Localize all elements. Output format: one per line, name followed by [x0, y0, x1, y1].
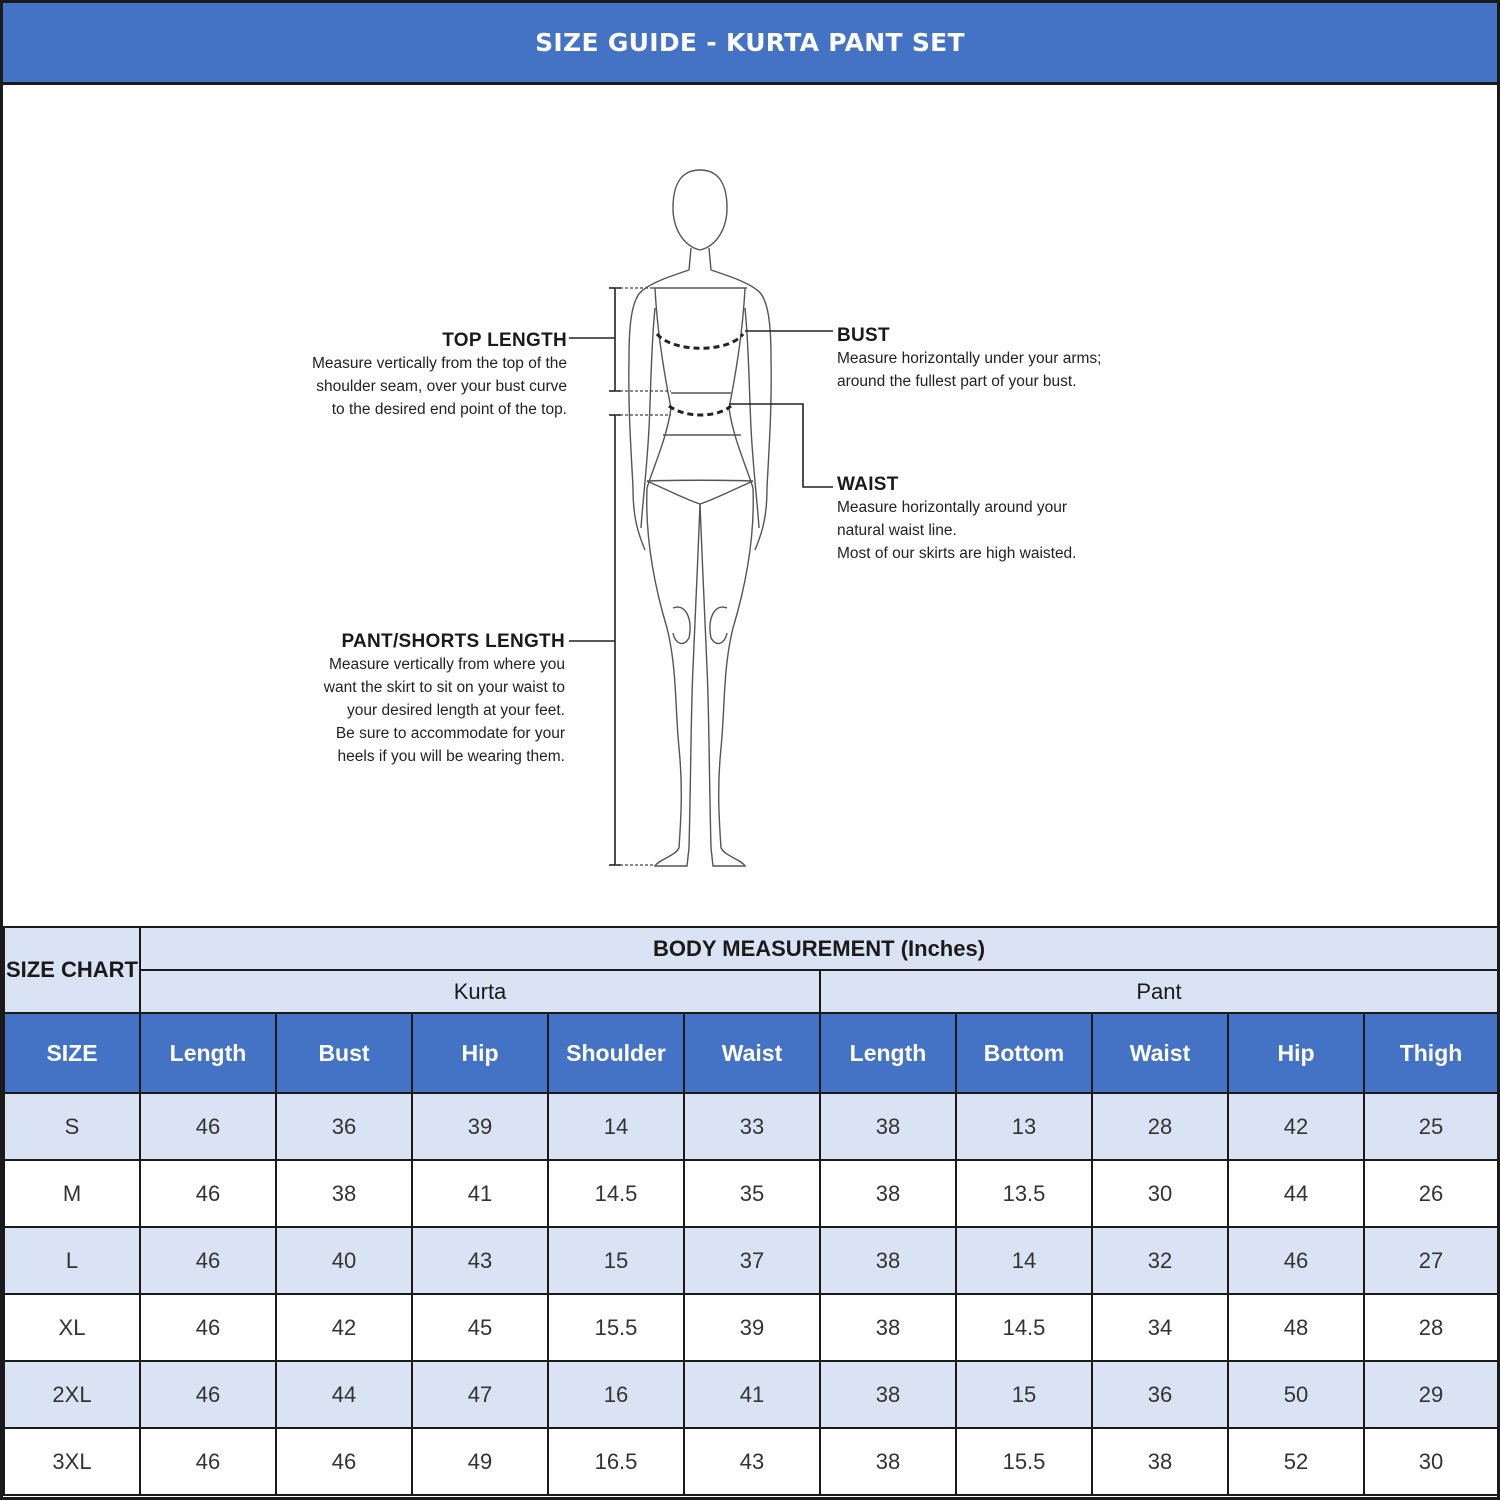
col-size: SIZE — [4, 1013, 140, 1093]
value-cell: 46 — [1228, 1227, 1364, 1294]
size-cell: L — [4, 1227, 140, 1294]
bust-label — [837, 325, 1167, 393]
value-cell: 15 — [956, 1361, 1092, 1428]
value-cell: 50 — [1228, 1361, 1364, 1428]
value-cell: 44 — [276, 1361, 412, 1428]
size-cell: M — [4, 1160, 140, 1227]
size-cell: XL — [4, 1294, 140, 1361]
value-cell: 13.5 — [956, 1160, 1092, 1227]
value-cell: 42 — [1228, 1093, 1364, 1160]
value-cell: 38 — [1092, 1428, 1228, 1495]
value-cell: 14 — [956, 1227, 1092, 1294]
col-kurta-length: Length — [140, 1013, 276, 1093]
page-title: SIZE GUIDE - KURTA PANT SET — [3, 3, 1497, 85]
value-cell: 15.5 — [548, 1294, 684, 1361]
value-cell: 38 — [820, 1093, 956, 1160]
pant-length-line-3: your desired length at your feet. — [347, 702, 565, 719]
value-cell: 15.5 — [956, 1428, 1092, 1495]
value-cell: 29 — [1364, 1361, 1497, 1428]
value-cell: 14 — [548, 1093, 684, 1160]
size-cell: 2XL — [4, 1361, 140, 1428]
table-row — [4, 1361, 1497, 1428]
table-row — [4, 1093, 1497, 1160]
kurta-group-header: Kurta — [140, 970, 820, 1013]
col-pant-length: Length — [820, 1013, 956, 1093]
pant-length-line-5: heels if you will be wearing them. — [337, 748, 565, 765]
value-cell: 46 — [140, 1294, 276, 1361]
value-cell: 15 — [548, 1227, 684, 1294]
value-cell: 25 — [1364, 1093, 1497, 1160]
value-cell: 43 — [684, 1428, 820, 1495]
size-guide-page — [3, 3, 1497, 1497]
value-cell: 47 — [412, 1361, 548, 1428]
value-cell: 38 — [820, 1160, 956, 1227]
value-cell: 16.5 — [548, 1428, 684, 1495]
bust-heading: BUST — [837, 325, 890, 346]
value-cell: 28 — [1364, 1294, 1497, 1361]
col-kurta-bust: Bust — [276, 1013, 412, 1093]
value-cell: 46 — [276, 1428, 412, 1495]
value-cell: 41 — [412, 1160, 548, 1227]
waist-line-1: Measure horizontally around your — [837, 499, 1068, 516]
size-rows — [4, 1093, 1497, 1495]
column-header-row — [4, 1013, 1497, 1093]
value-cell: 36 — [276, 1093, 412, 1160]
pant-length-heading: PANT/SHORTS LENGTH — [341, 631, 565, 652]
value-cell: 38 — [820, 1294, 956, 1361]
value-cell: 38 — [276, 1160, 412, 1227]
value-cell: 48 — [1228, 1294, 1364, 1361]
table-row — [4, 1227, 1497, 1294]
col-pant-thigh: Thigh — [1364, 1013, 1497, 1093]
value-cell: 36 — [1092, 1361, 1228, 1428]
top-length-label — [233, 330, 567, 421]
size-chart-corner: SIZE CHART — [4, 927, 140, 1013]
pant-length-line-1: Measure vertically from where you — [328, 656, 565, 673]
value-cell: 41 — [684, 1361, 820, 1428]
value-cell: 16 — [548, 1361, 684, 1428]
waist-label — [837, 474, 1167, 565]
table-row — [4, 1294, 1497, 1361]
pant-group-header: Pant — [820, 970, 1497, 1013]
value-cell: 37 — [684, 1227, 820, 1294]
size-cell: S — [4, 1093, 140, 1160]
table-row — [4, 1160, 1497, 1227]
top-length-line-1: Measure vertically from the top of the — [311, 355, 567, 372]
value-cell: 13 — [956, 1093, 1092, 1160]
pant-length-line-4: Be sure to accommodate for your — [335, 725, 565, 742]
value-cell: 40 — [276, 1227, 412, 1294]
value-cell: 30 — [1092, 1160, 1228, 1227]
col-pant-waist: Waist — [1092, 1013, 1228, 1093]
col-pant-hip: Hip — [1228, 1013, 1364, 1093]
pant-length-label — [233, 631, 565, 768]
value-cell: 46 — [140, 1428, 276, 1495]
value-cell: 38 — [820, 1227, 956, 1294]
value-cell: 28 — [1092, 1093, 1228, 1160]
size-cell: 3XL — [4, 1428, 140, 1495]
value-cell: 44 — [1228, 1160, 1364, 1227]
bust-line-1: Measure horizontally under your arms; — [837, 350, 1102, 367]
table-row — [4, 1428, 1497, 1495]
value-cell: 34 — [1092, 1294, 1228, 1361]
value-cell: 46 — [140, 1361, 276, 1428]
value-cell: 38 — [820, 1361, 956, 1428]
mannequin-figure — [3, 88, 1497, 926]
value-cell: 26 — [1364, 1160, 1497, 1227]
top-length-line-3: to the desired end point of the top. — [331, 401, 567, 418]
value-cell: 14.5 — [956, 1294, 1092, 1361]
top-length-heading: TOP LENGTH — [442, 330, 567, 351]
value-cell: 27 — [1364, 1227, 1497, 1294]
value-cell: 46 — [140, 1227, 276, 1294]
top-length-line-2: shoulder seam, over your bust curve — [316, 378, 567, 395]
waist-line-3: Most of our skirts are high waisted. — [837, 545, 1077, 562]
value-cell: 35 — [684, 1160, 820, 1227]
body-measurement-header: BODY MEASUREMENT (Inches) — [140, 927, 1497, 970]
value-cell: 46 — [140, 1160, 276, 1227]
value-cell: 46 — [140, 1093, 276, 1160]
value-cell: 33 — [684, 1093, 820, 1160]
measurement-diagram — [3, 88, 1497, 926]
waist-line-2: natural waist line. — [837, 522, 957, 539]
value-cell: 42 — [276, 1294, 412, 1361]
value-cell: 39 — [684, 1294, 820, 1361]
value-cell: 43 — [412, 1227, 548, 1294]
value-cell: 30 — [1364, 1428, 1497, 1495]
value-cell: 32 — [1092, 1227, 1228, 1294]
value-cell: 49 — [412, 1428, 548, 1495]
size-chart-table — [3, 926, 1497, 1496]
waist-heading: WAIST — [837, 474, 899, 495]
col-kurta-waist: Waist — [684, 1013, 820, 1093]
value-cell: 14.5 — [548, 1160, 684, 1227]
value-cell: 45 — [412, 1294, 548, 1361]
bust-line-2: around the fullest part of your bust. — [837, 373, 1077, 390]
value-cell: 52 — [1228, 1428, 1364, 1495]
value-cell: 39 — [412, 1093, 548, 1160]
col-kurta-shoulder: Shoulder — [548, 1013, 684, 1093]
col-pant-bottom: Bottom — [956, 1013, 1092, 1093]
value-cell: 38 — [820, 1428, 956, 1495]
col-kurta-hip: Hip — [412, 1013, 548, 1093]
pant-length-line-2: want the skirt to sit on your waist to — [323, 679, 565, 696]
